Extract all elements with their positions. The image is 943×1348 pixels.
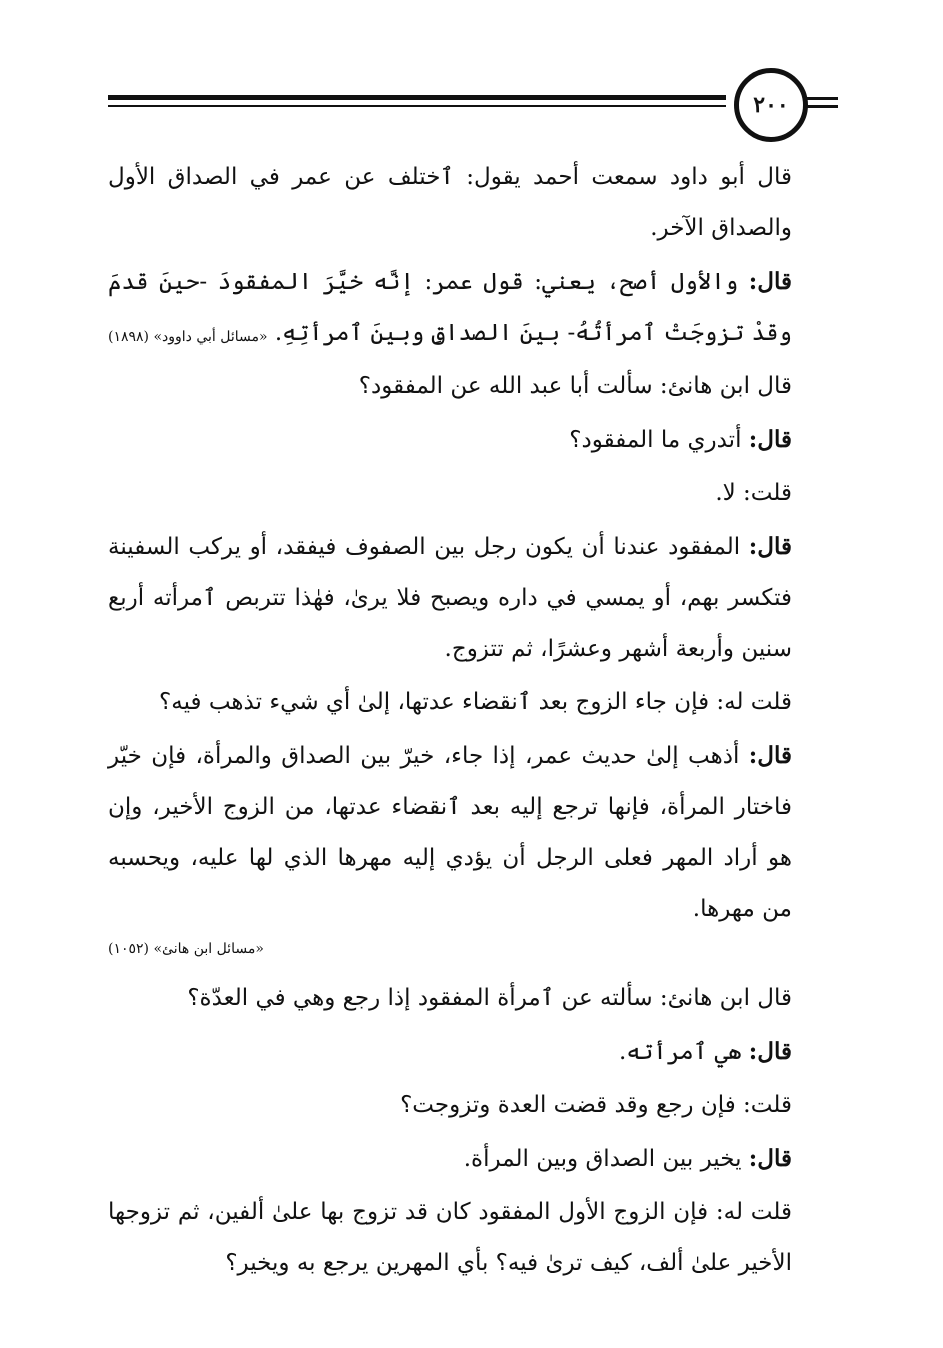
speaker-label: قال: xyxy=(748,1038,792,1065)
speaker-label: قال: xyxy=(748,426,792,453)
speaker-label: قال: xyxy=(748,533,792,560)
speaker-label: قال: xyxy=(748,268,792,295)
source-citation: «مسائل ابن هانئ» (١٠٥٢) xyxy=(108,941,264,957)
page-body xyxy=(108,152,838,1291)
header-rule-right xyxy=(804,97,838,100)
source-citation: «مسائل أبي داوود» (١٨٩٨) xyxy=(108,329,268,345)
paragraph: قلت له: فإن جاء الزوج بعد ٱنقضاء عدتها، إلىٰ أي شيء تذهب فيه؟ xyxy=(159,689,792,715)
paragraph: قلت: لا. xyxy=(715,480,792,506)
paragraph: قال: المفقود عندنا أن يكون رجل بين الصفوف فيفقد، أو يركب السفينة فتكسر بهم، أو يمسي في داره ويصبح فلا يرىٰ، فهٰذا تتربص ٱمرأته أربع سنين وأربعة أشهر وعشرًا، ثم تتزوج. xyxy=(108,533,792,662)
paragraph: قلت له: فإن الزوج الأول المفقود كان قد تزوج بها علىٰ ألفين، ثم تزوجها الأخير علىٰ ألف، كيف ترىٰ فيه؟ بأي المهرين يرجع به ويخير؟ xyxy=(108,1199,792,1276)
speaker-label: قال: xyxy=(748,1145,792,1172)
paragraph: قال ابن هانئ: سألت أبا عبد الله عن المفقود؟ xyxy=(358,373,792,399)
header-rule-right-lower xyxy=(804,105,838,108)
paragraph: قال: أتدري ما المفقود؟ xyxy=(569,426,792,453)
paragraph: قال ابن هانئ: سألته عن ٱمرأة المفقود إذا رجع وهي في العدّة؟ xyxy=(187,985,792,1011)
paragraph: قال أبو داود سمعت أحمد يقول: ٱختلف عن عمر في الصداق الأول والصداق الآخر. xyxy=(108,164,792,241)
page-number: ٢٠٠ xyxy=(734,68,808,142)
paragraph: قلت: فإن رجع وقد قضت العدة وتزوجت؟ xyxy=(400,1092,792,1118)
paragraph: قال: هي ٱمرأته. xyxy=(619,1038,792,1065)
paragraph: قال: يخير بين الصداق وبين المرأة. xyxy=(463,1145,792,1172)
header-rule-thin xyxy=(108,105,726,107)
paragraph: قال: أذهب إلىٰ حديث عمر، إذا جاء، خيرّ بين الصداق والمرأة، فإن خيّر فاختار المرأة، فإنها ترجع إليه بعد ٱنقضاء عدتها، من الزوج الأخير، وإن هو أراد المهر فعلى الرجل أن يؤدي إليه مهرها الذي لها عليه، ويحسبه من مهرها. xyxy=(108,742,792,922)
paragraph: قال: والأول أصح، يعني: قول عمر: إنَّه خيَّرَ المفقودَ -حينَ قدمَ وقدْ تزوجَتْ ٱمرأتُهُ- بينَ الصداقِ وبينَ ٱمرأتِهِ. «مسائل أبي داوود» (١٨٩٨) xyxy=(108,256,838,359)
page-header xyxy=(108,68,838,140)
header-rule-thick xyxy=(108,95,726,100)
speaker-label: قال: xyxy=(748,742,792,769)
